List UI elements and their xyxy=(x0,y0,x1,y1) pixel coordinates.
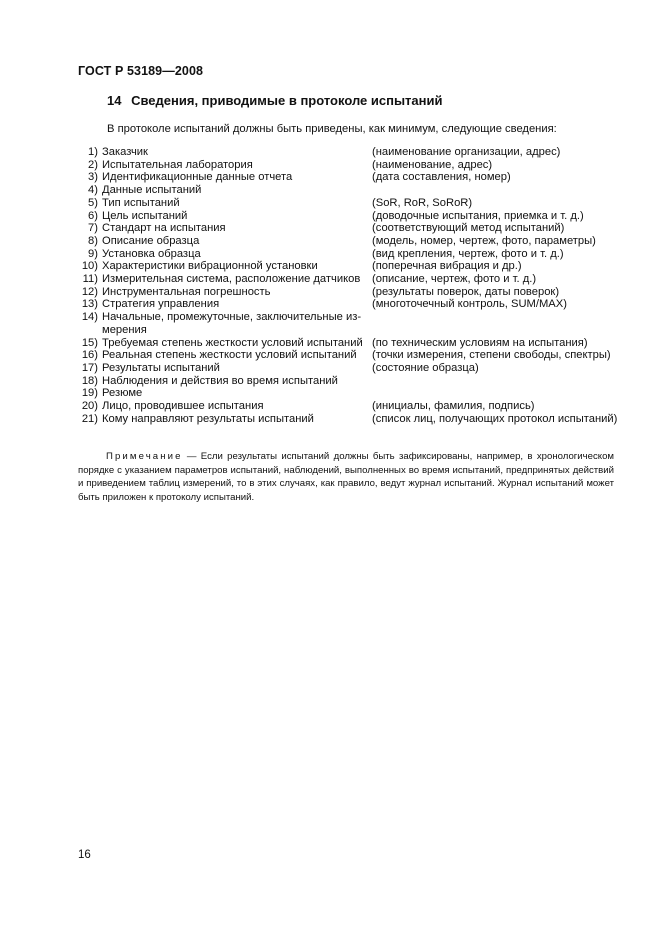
item-note: (вид крепления, чертеж, фото и т. д.) xyxy=(372,247,564,260)
item-label: Наблюдения и действия во время испытаний xyxy=(102,374,338,387)
item-label: Идентификационные данные отчета xyxy=(102,171,293,184)
remark-text: — Если результаты испытаний должны быть зафиксированы, например, в хронологическом порядке с указанием параметров испытаний, наблюдений, выполненных во время испытаний, предпринятых действий и приведением таблиц измерений, то в этих случаях, как правило, ведут журнал испытаний. Журнал испытаний может быть приложен к протоколу испытаний. xyxy=(78,451,615,503)
item-number: 9) xyxy=(88,247,98,260)
list-item xyxy=(78,248,618,261)
item-number: 5) xyxy=(88,196,98,209)
list-item xyxy=(78,413,618,426)
item-number: 12) xyxy=(81,285,98,298)
item-label: Кому направляют результаты испытаний xyxy=(102,412,314,425)
list-item xyxy=(78,235,618,248)
item-label: Требуемая степень жесткости условий испытаний xyxy=(102,336,363,349)
item-label: Стандарт на испытания xyxy=(102,222,226,235)
document-code: ГОСТ Р 53189—2008 xyxy=(78,64,204,78)
item-label: Начальные, промежуточные, заключительные из-мерения xyxy=(102,311,362,336)
item-label: Данные испытаний xyxy=(102,184,202,197)
item-number: 6) xyxy=(88,209,98,222)
item-note: (наименование организации, адрес) xyxy=(372,146,561,158)
item-note: (точки измерения, степени свободы, спектры) xyxy=(372,349,611,362)
list-item xyxy=(78,159,618,172)
item-note: (доводочные испытания, приемка и т. д.) xyxy=(372,209,584,222)
item-label: Измерительная система, расположение датчиков xyxy=(102,273,361,286)
list-item xyxy=(78,222,618,235)
list-item xyxy=(78,260,618,273)
list-item xyxy=(78,210,618,223)
item-label: Реальная степень жесткости условий испытаний xyxy=(102,349,357,362)
list-item xyxy=(78,387,618,400)
item-label: Инструментальная погрешность xyxy=(102,285,271,298)
section-title: Сведения, приводимые в протоколе испытаний xyxy=(131,93,443,108)
item-note: (результаты поверок, даты поверок) xyxy=(372,285,560,298)
list-item xyxy=(78,400,618,413)
item-number: 20) xyxy=(81,400,98,413)
list-item xyxy=(78,337,618,350)
item-note: (поперечная вибрация и др.) xyxy=(372,260,522,273)
item-number: 3) xyxy=(88,171,98,184)
item-number: 8) xyxy=(88,234,98,247)
remark-label: Примечание xyxy=(106,451,183,462)
item-note: (описание, чертеж, фото и т. д.) xyxy=(372,273,537,286)
item-number: 10) xyxy=(81,260,98,273)
items-list xyxy=(78,146,618,425)
item-label: Лицо, проводившее испытания xyxy=(102,400,264,413)
item-number: 18) xyxy=(81,374,98,387)
item-number: 17) xyxy=(81,361,98,374)
list-item xyxy=(78,184,618,197)
item-number: 11) xyxy=(82,273,98,286)
item-number: 16) xyxy=(81,349,98,362)
list-item xyxy=(78,273,618,286)
item-label: Тип испытаний xyxy=(102,196,180,209)
item-label: Описание образца xyxy=(102,234,200,247)
list-item xyxy=(78,197,618,210)
item-note: (наименование, адрес) xyxy=(372,158,493,171)
list-item xyxy=(78,311,618,336)
item-label: Заказчик xyxy=(102,146,148,158)
item-label: Результаты испытаний xyxy=(102,361,220,374)
item-note: (соответствующий метод испытаний) xyxy=(372,222,565,235)
item-note: (дата составления, номер) xyxy=(372,171,511,184)
item-number: 21) xyxy=(81,412,98,425)
list-item xyxy=(78,286,618,299)
item-number: 15) xyxy=(81,336,98,349)
item-label: Характеристики вибрационной установки xyxy=(102,260,318,273)
list-item xyxy=(78,298,618,311)
list-item xyxy=(78,146,618,159)
page-number: 16 xyxy=(78,849,91,861)
list-item xyxy=(78,362,618,375)
remark-note xyxy=(78,450,614,504)
list-item xyxy=(78,375,618,388)
item-note: (по техническим условиям на испытания) xyxy=(372,336,588,349)
item-label: Резюме xyxy=(102,387,143,400)
section-heading xyxy=(107,93,442,108)
item-number: 14) xyxy=(81,311,98,324)
item-number: 13) xyxy=(81,298,98,311)
item-number: 1) xyxy=(88,146,98,158)
item-number: 19) xyxy=(81,387,98,400)
item-label: Стратегия управления xyxy=(102,298,220,311)
item-label: Цель испытаний xyxy=(102,209,188,222)
item-note: (многоточечный контроль, SUM/MAX) xyxy=(372,298,567,311)
item-label: Установка образца xyxy=(102,247,201,260)
item-number: 2) xyxy=(88,158,98,171)
item-number: 7) xyxy=(88,222,98,235)
item-note: (модель, номер, чертеж, фото, параметры) xyxy=(372,234,596,247)
item-note: (инициалы, фамилия, подпись) xyxy=(372,400,535,413)
item-note: (состояние образца) xyxy=(372,361,479,374)
item-label: Испытательная лаборатория xyxy=(102,158,253,171)
item-number: 4) xyxy=(88,184,98,197)
item-note: (SoR, RoR, SoRoR) xyxy=(372,196,473,209)
item-note: (список лиц, получающих протокол испытаний) xyxy=(372,412,618,425)
list-item xyxy=(78,171,618,184)
list-item xyxy=(78,349,618,362)
section-number: 14 xyxy=(107,93,122,108)
intro-paragraph: В протоколе испытаний должны быть приведены, как минимум, следующие сведения: xyxy=(107,123,557,135)
